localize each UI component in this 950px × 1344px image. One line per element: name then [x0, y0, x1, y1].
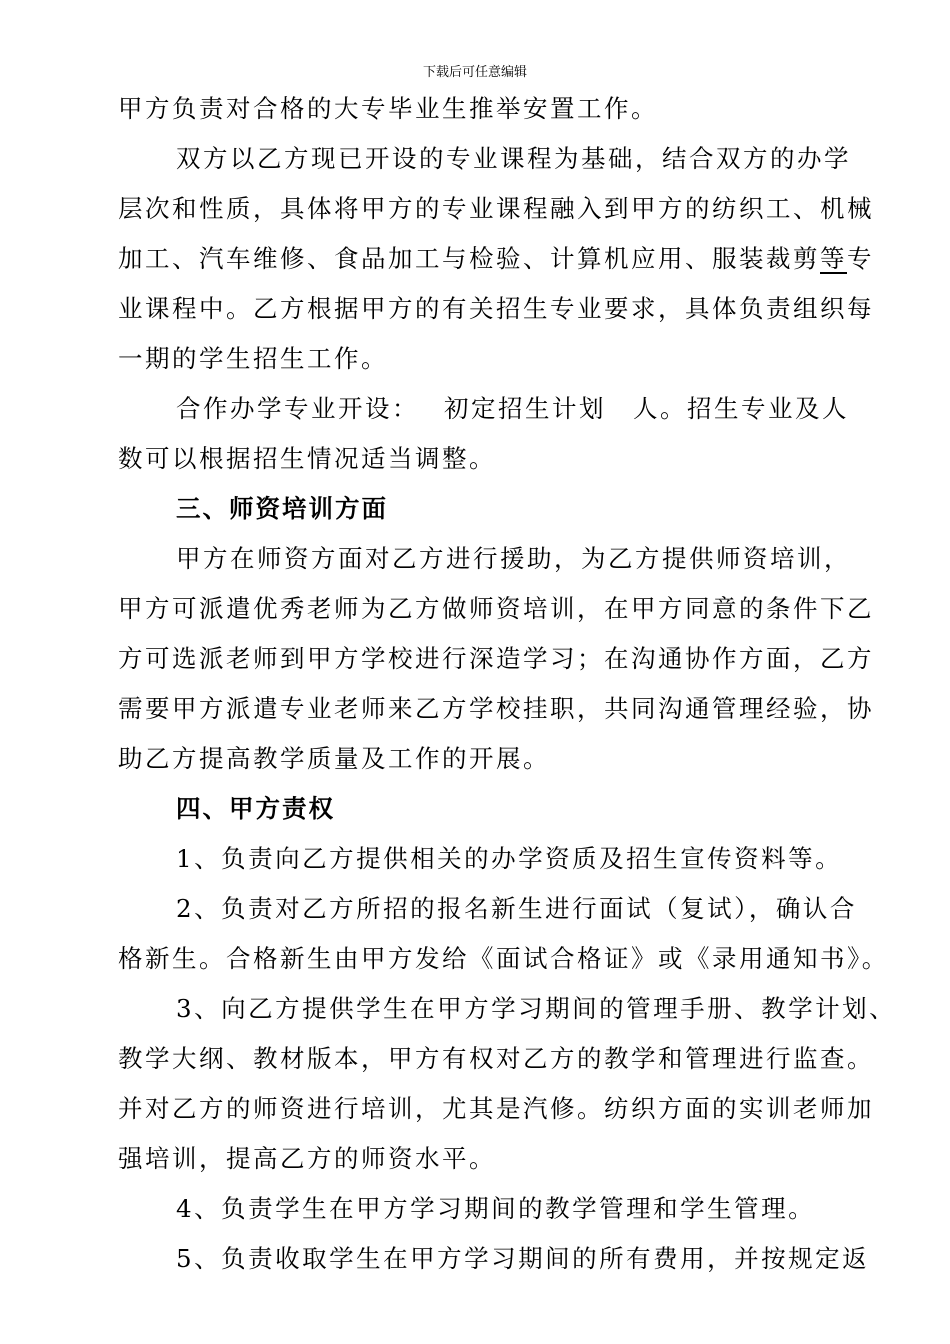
paragraph-line: 助乙方提高教学质量及工作的开展。 [118, 744, 550, 773]
underlined-text: 等 [820, 244, 847, 273]
paragraph-line: 格新生。合格新生由甲方发给《面试合格证》或《录用通知书》。 [118, 944, 889, 973]
list-item: 4、负责学生在甲方学习期间的教学管理和学生管理。 [176, 1194, 816, 1223]
section-heading: 三、师资培训方面 [176, 494, 388, 523]
paragraph-line: 需要甲方派遣专业老师来乙方学校挂职，共同沟通管理经验，协 [118, 694, 874, 723]
paragraph-line: 一期的学生招生工作。 [118, 344, 388, 373]
paragraph-line: 甲方负责对合格的大专毕业生推举安置工作。 [118, 94, 658, 123]
text-run: 专 [847, 244, 874, 273]
page-header: 下载后可任意编辑 [422, 65, 527, 80]
paragraph-line: 并对乙方的师资进行培训，尤其是汽修。纺织方面的实训老师加 [118, 1094, 874, 1123]
paragraph-line: 方可选派老师到甲方学校进行深造学习；在沟通协作方面，乙方 [118, 644, 874, 673]
list-item: 5、负责收取学生在甲方学习期间的所有费用，并按规定返 [176, 1244, 870, 1273]
paragraph-line: 教学大纲、教材版本，甲方有权对乙方的教学和管理进行监查。 [118, 1044, 874, 1073]
paragraph-line: 甲方在师资方面对乙方进行援助，为乙方提供师资培训， [176, 544, 851, 573]
paragraph-line: 业课程中。乙方根据甲方的有关招生专业要求，具体负责组织每 [118, 294, 874, 323]
list-item: 3、向乙方提供学生在甲方学习期间的管理手册、教学计划、 [176, 994, 897, 1023]
section-heading: 四、甲方责权 [176, 794, 335, 823]
paragraph-line: 甲方可派遣优秀老师为乙方做师资培训，在甲方同意的条件下乙 [118, 594, 874, 623]
list-item: 2、负责对乙方所招的报名新生进行面试（复试），确认合 [176, 894, 857, 923]
paragraph-line: 双方以乙方现已开设的专业课程为基础，结合双方的办学 [176, 144, 851, 173]
paragraph-line: 合作办学专业开设： 初定招生计划 人。招生专业及人 [176, 394, 850, 423]
paragraph-line: 强培训，提高乙方的师资水平。 [118, 1144, 496, 1173]
document-body [118, 84, 897, 1284]
text-run: 加工、汽车维修、食品加工与检验、计算机应用、服装裁剪 [118, 244, 820, 273]
list-item: 1、负责向乙方提供相关的办学资质及招生宣传资料等。 [176, 844, 843, 873]
paragraph-line: 层次和性质，具体将甲方的专业课程融入到甲方的纺织工、机械 [118, 194, 874, 223]
paragraph-line: 数可以根据招生情况适当调整。 [118, 444, 496, 473]
paragraph-line [118, 234, 874, 284]
